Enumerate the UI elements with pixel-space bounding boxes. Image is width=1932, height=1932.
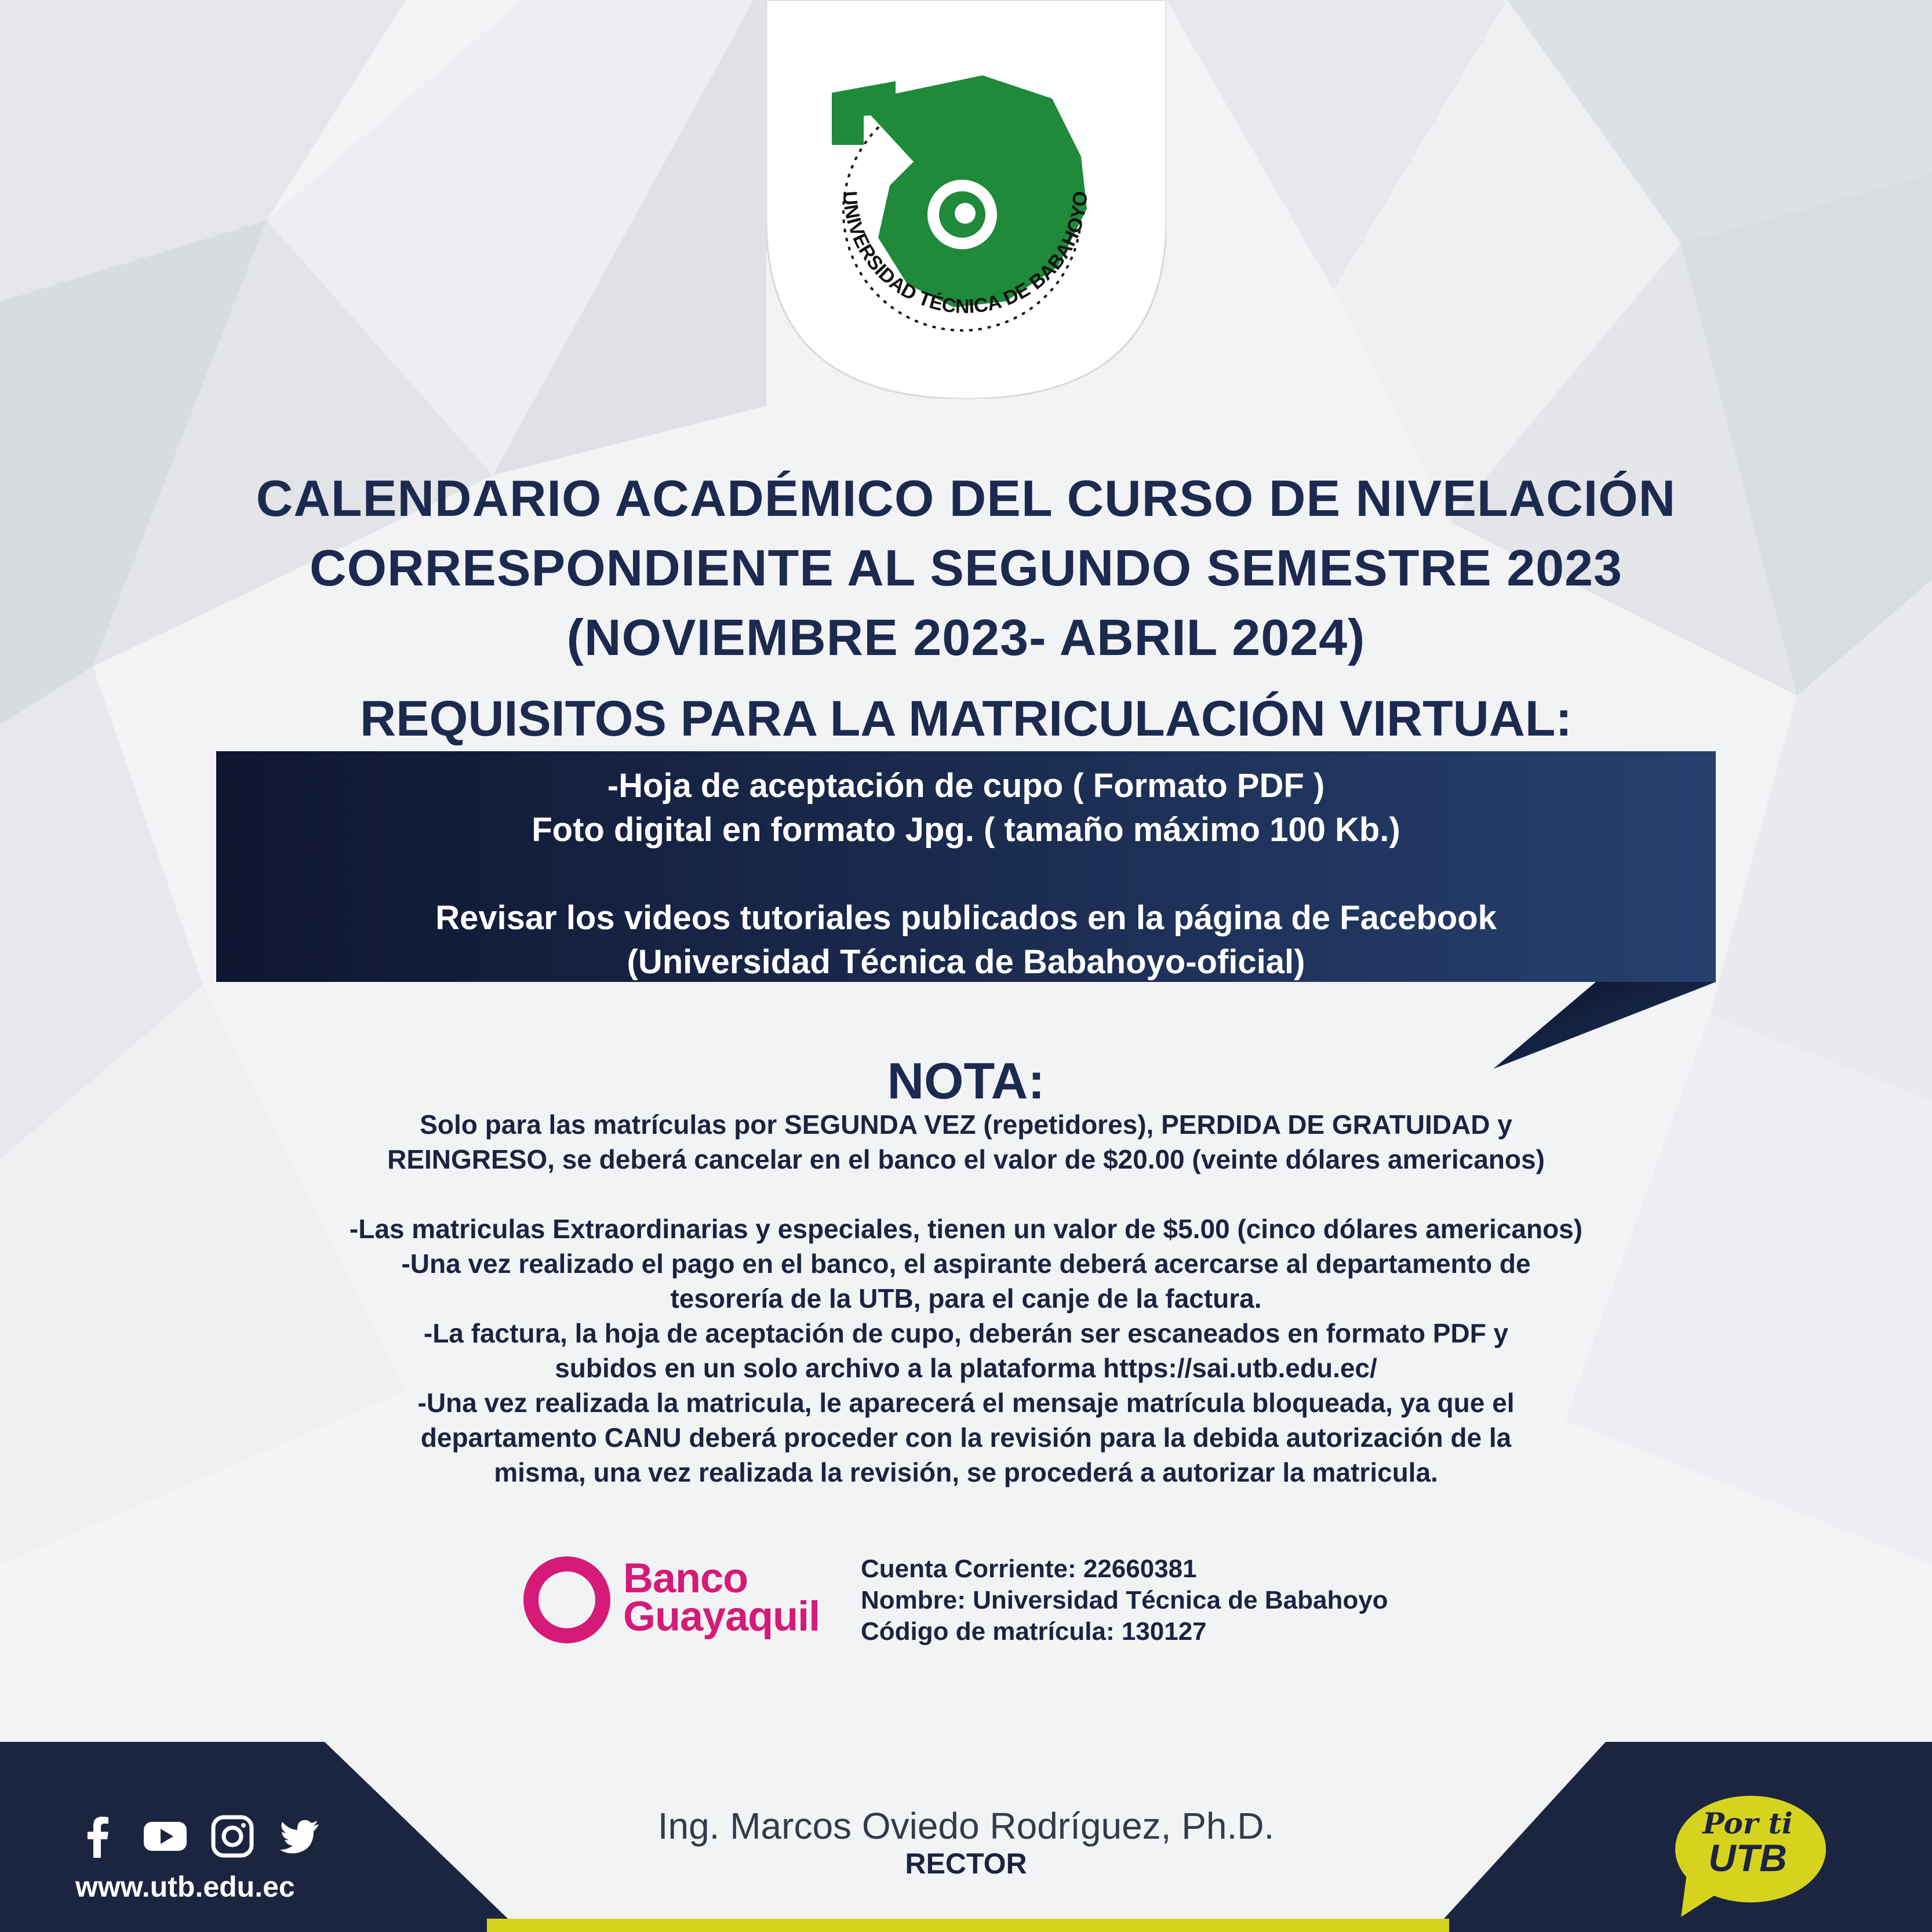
nota-line: -Una vez realizada la matricula, le aparecerá el mensaje matrícula bloqueada, ya que el [417,1388,1515,1418]
enrollment-code: Código de matrícula: 130127 [861,1617,1207,1646]
rector-title: RECTOR [905,1847,1027,1880]
rector-name: Ing. Marcos Oviedo Rodríguez, Ph.D. [657,1805,1275,1847]
requirement-item: Revisar los videos tutoriales publicados en la página de Facebook [435,899,1497,937]
requirement-spacer [216,852,1716,896]
instagram-icon[interactable] [210,1814,255,1859]
nota-line: -Una vez realizado el pago en el banco, el aspirante deberá acercarse al departamento de [401,1249,1531,1279]
nota-line: departamento CANU deberá proceder con la revisión para la debida autorización de la [420,1422,1512,1453]
title-line-1: CALENDARIO ACADÉMICO DEL CURSO DE NIVELACIÓN [256,470,1676,527]
nota-spacer [174,1177,1758,1211]
nota-line: -Las matriculas Extraordinarias y especiales, tienen un valor de $5.00 (cinco dólares americanos) [349,1214,1583,1244]
badge-line-2: UTB [1708,1836,1787,1879]
social-links [75,1813,325,1860]
university-seal-icon [809,58,1122,371]
requirement-item: (Universidad Técnica de Babahoyo-oficial) [627,943,1305,981]
nota-line: misma, una vez realizada la revisión, se procederá a autorizar la matricula. [494,1457,1438,1487]
nota-line: subidos en un solo archivo a la plataforma https://sai.utb.edu.ec/ [555,1353,1377,1383]
svg-text:UNIVERSIDAD TÉCNICA DE BABAHOY: UNIVERSIDAD TÉCNICA DE BABAHOYO [838,190,1092,318]
nota-line: Solo para las matrículas por SEGUNDA VEZ (repetidores), PERDIDA DE GRATUIDAD y [420,1109,1512,1140]
badge-line-1: Por ti [1702,1806,1793,1840]
title-line-2: CORRESPONDIENTE AL SEGUNDO SEMESTRE 2023 [310,539,1622,596]
nota-line: -La factura, la hoja de aceptación de cupo, deberán ser escaneados en formato PDF y [423,1318,1509,1348]
youtube-icon[interactable] [143,1814,188,1859]
bank-name [623,1555,820,1640]
title-line-3: (NOVIEMBRE 2023- ABRIL 2024) [566,609,1366,666]
website-link[interactable]: www.utb.edu.ec [75,1871,295,1903]
nota-body [174,1107,1758,1490]
bank-account-info [861,1553,1388,1647]
bank-account-holder: Nombre: Universidad Técnica de Babahoyo [861,1586,1388,1614]
requirements-heading: REQUISITOS PARA LA MATRICULACIÓN VIRTUAL: [359,691,1572,747]
requirement-item: -Hoja de aceptación de cupo ( Formato PDF ) [607,767,1325,805]
requirements-list [216,764,1716,984]
nota-line: REINGRESO, se deberá cancelar en el banco el valor de $20.00 (veinte dólares americanos) [387,1144,1545,1174]
bank-name-line-1: Banco [623,1555,748,1602]
bank-name-line-2: Guayaquil [623,1593,820,1640]
nota-heading: NOTA: [887,1052,1045,1109]
requirements-band [216,751,1716,982]
requirement-item: Foto digital en formato Jpg. ( tamaño máximo 100 Kb.) [532,811,1400,849]
bank-account-number: Cuenta Corriente: 22660381 [861,1555,1197,1583]
facebook-icon[interactable] [75,1814,121,1859]
twitter-icon[interactable] [277,1814,322,1859]
page-title [116,464,1816,672]
nota-line: tesorería de la UTB, para el canje de la factura. [670,1283,1262,1314]
